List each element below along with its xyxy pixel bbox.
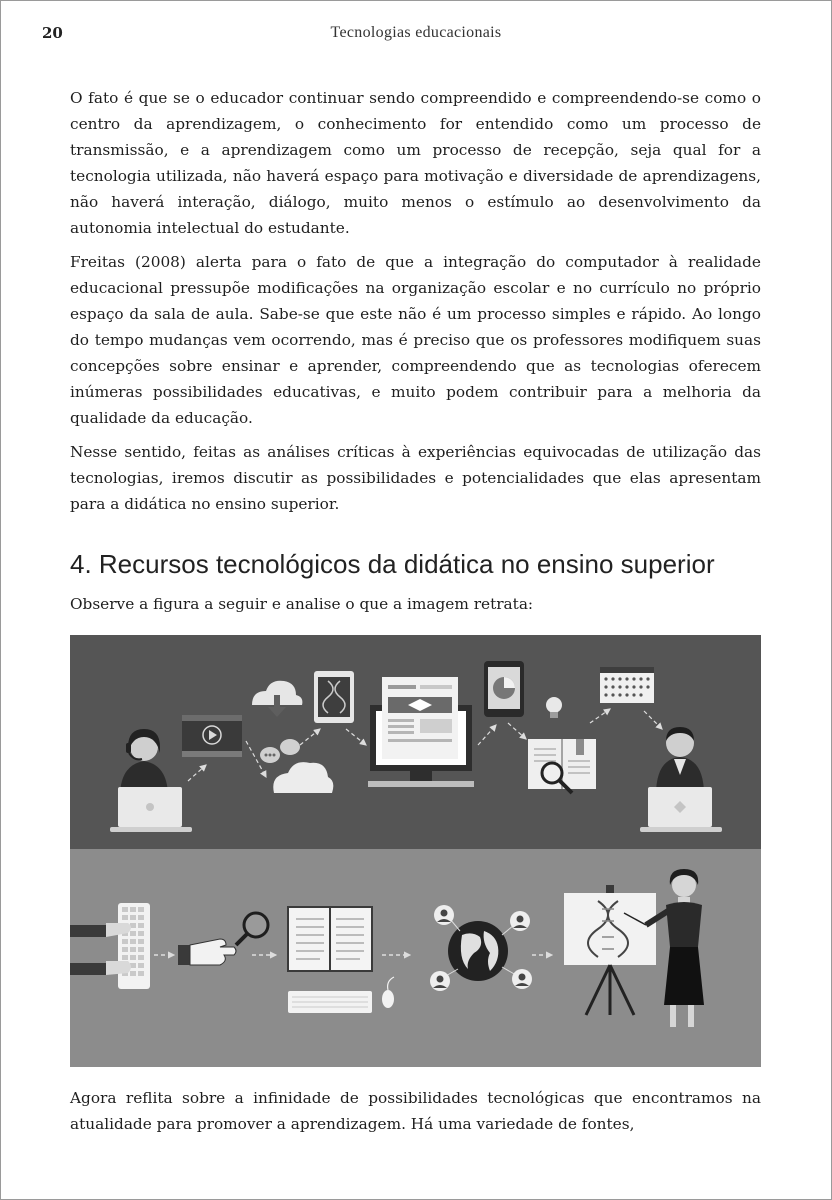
calendar-icon xyxy=(600,667,654,703)
illustration-figure xyxy=(70,635,761,1067)
paragraph-1: O fato é que se o educador continuar sendo compreendido e compreendendo-se como o centro da aprendizagem, o conhecimento for entendido como um processo de transmissão, e a aprendizagem como um processo de recepção, seja qual for a tecnologia utilizada, não haverá espaço para motivação e diversidade de aprendizagens, não haverá interação, diálogo, muito menos o estímulo ao desenvolvimento da autonomia intelectual do estudante. xyxy=(70,89,761,237)
section-heading: 4. Recursos tecnológicos da didática no ensino superior xyxy=(70,549,715,579)
page-number: 20 xyxy=(42,24,63,42)
paragraph-3: Nesse sentido, feitas as análises críticas à experiências equivocadas de utilização das tecnologias, iremos discutir as possibilidades e potencialidades que elas apresentam para a didática no ensino superior. xyxy=(70,443,761,513)
closing-paragraph: Agora reflita sobre a infinidade de possibilidades tecnológicas que encontramos na atualidade para promover a aprendizagem. Há uma variedade de fontes, xyxy=(70,1089,761,1133)
body-text xyxy=(70,85,761,627)
tablet-pie-chart-icon xyxy=(484,661,524,717)
video-player-icon xyxy=(182,715,242,757)
large-open-book-icon xyxy=(288,907,372,971)
closing-text xyxy=(70,1085,761,1145)
tablet-dna-icon xyxy=(314,671,354,723)
laptop-right-icon xyxy=(640,787,722,832)
laptop-left-icon xyxy=(110,787,192,832)
page-header xyxy=(42,22,790,46)
desktop-keyboard-icon xyxy=(288,991,372,1013)
section-intro: Observe a figura a seguir e analise o que a imagem retrata: xyxy=(70,595,534,613)
running-title: Tecnologias educacionais xyxy=(330,24,502,41)
paragraph-2: Freitas (2008) alerta para o fato de que a integração do computador à realidade educacional pressupõe modificações na organização escolar e no currículo no próprio espaço da sala de aula. Sabe-se que este não é um processo simples e rápido. Ao longo do tempo mudanças vem ocorrendo, mas é preciso que os professores modifiquem suas concepções sobre ensinar e aprender, compreendendo que as tecnologias oferecem inúmeras possibilidades educativas, e muito podem contribuir para a melhoria da qualidade da educação. xyxy=(70,253,761,427)
figure-bottom-band xyxy=(70,849,761,1067)
